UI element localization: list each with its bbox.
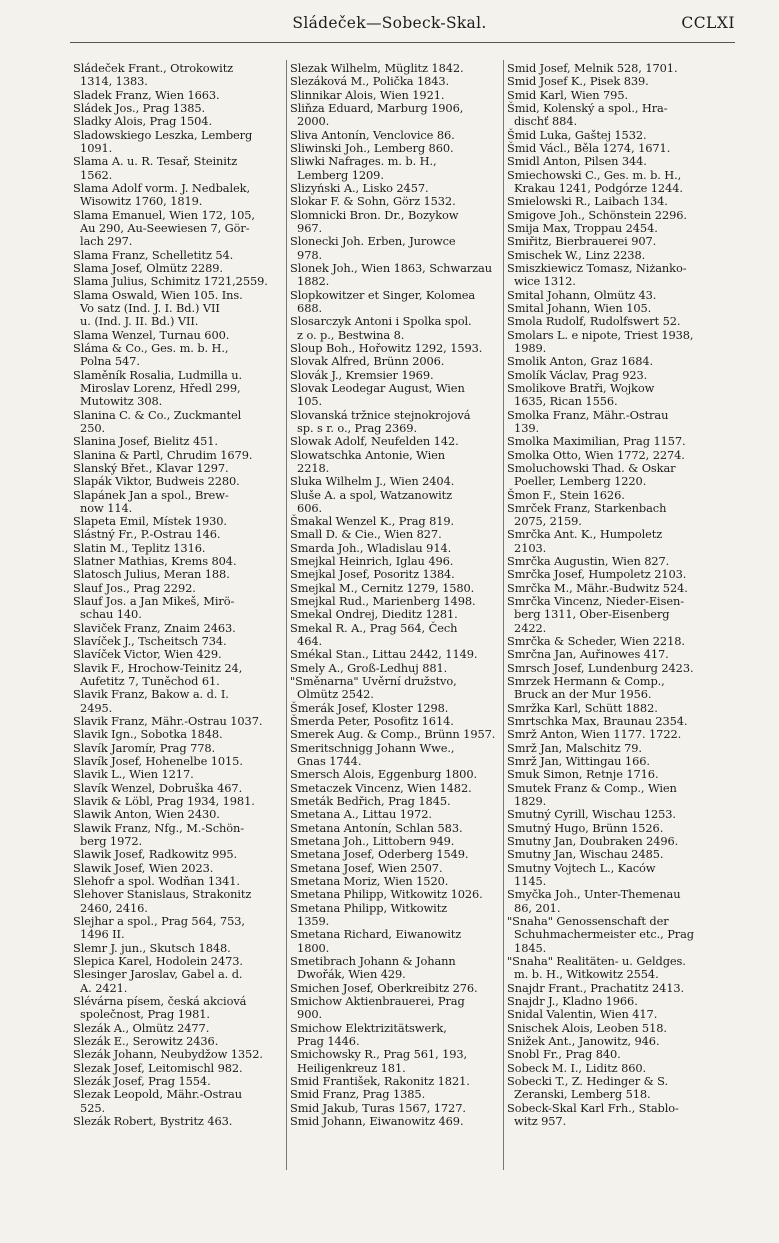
directory-entry-line: Gnas 1744.: [290, 754, 362, 769]
directory-entry-line: Miroslav Lorenz, Hředl 299,: [73, 380, 241, 395]
directory-entry-line: Slama Josef, Olmütz 2289.: [73, 260, 223, 275]
directory-entry-line: Smejkal M., Cernitz 1279, 1580.: [290, 580, 475, 595]
directory-entry-line: Smutek Franz & Comp., Wien: [507, 780, 677, 795]
directory-entry-line: 2075, 2159.: [507, 514, 582, 529]
directory-entry-line: Slanský Břet., Klavar 1297.: [73, 460, 229, 475]
directory-entry-line: Sliva Antonín, Venclovice 86.: [290, 127, 455, 142]
directory-entry-line: Smichowsky R., Prag 561, 193,: [290, 1047, 468, 1062]
directory-entry-line: Smejkal Heinrich, Iglau 496.: [290, 554, 454, 569]
directory-entry-line: Slosarczyk Antoni i Spolka spol.: [290, 314, 472, 329]
directory-entry-line: Smetaczek Vincenz, Wien 1482.: [290, 780, 472, 795]
directory-entry-line: Slavik Ign., Sobotka 1848.: [73, 727, 223, 742]
directory-entry-line: Smutny Jan, Wischau 2485.: [507, 847, 664, 862]
directory-entry-line: Sládek Jos., Prag 1385.: [73, 100, 206, 115]
directory-entry-line: Snižek Ant., Janowitz, 946.: [507, 1033, 660, 1048]
directory-entry-line: Slatosch Julius, Meran 188.: [73, 567, 230, 582]
directory-entry-line: Slévárna písem, česká akciová: [73, 993, 247, 1008]
directory-entry-line: Smrčna Jan, Auřinowes 417.: [507, 647, 669, 662]
column-divider: [503, 60, 504, 1170]
directory-entry-line: Smid Jakub, Turas 1567, 1727.: [290, 1100, 466, 1115]
directory-entry-line: Smetana Josef, Oderberg 1549.: [290, 847, 469, 862]
directory-entry-line: Smital Johann, Olmütz 43.: [507, 287, 657, 302]
directory-entry-line: u. (Ind. J. II. Bd.) VII.: [73, 314, 199, 329]
directory-entry-line: Sloup Boh., Hořowitz 1292, 1593.: [290, 340, 483, 355]
directory-entry-line: Slavik & Löbl, Prag 1934, 1981.: [73, 794, 255, 809]
directory-entry-line: Slástný Fr., P.-Ostrau 146.: [73, 527, 221, 542]
directory-entry-line: 2460, 2416.: [73, 900, 148, 915]
directory-entry-line: berg 1311, Ober-Eisenberg: [507, 607, 670, 622]
directory-entry-line: 2218.: [290, 460, 330, 475]
directory-entry-line: Polna 547.: [73, 354, 140, 369]
directory-entry-line: Snischek Alois, Leoben 518.: [507, 1020, 667, 1035]
directory-entry-line: Small D. & Cie., Wien 827.: [290, 527, 442, 542]
directory-entry-line: Slezak Josef, Leitomischl 982.: [73, 1060, 243, 1075]
directory-entry-line: Slovák J., Kremsier 1969.: [290, 367, 434, 382]
directory-entry-line: 250.: [73, 420, 106, 435]
directory-entry-line: Slemr J. jun., Skutsch 1848.: [73, 940, 231, 955]
directory-entry-line: Sladky Alois, Prag 1504.: [73, 114, 212, 129]
directory-entry-line: "Snaha" Genossenschaft der: [507, 914, 669, 928]
directory-entry-line: 1829.: [507, 794, 547, 809]
directory-entry-line: Smrčka Ant. K., Humpoletz: [507, 527, 663, 542]
directory-entry-line: Smrž Anton, Wien 1177. 1722.: [507, 727, 682, 742]
directory-entry-line: Slovak Alfred, Brünn 2006.: [290, 354, 445, 369]
directory-entry-line: Šmid Václ., Běla 1274, 1671.: [507, 140, 671, 155]
directory-entry-line: 900.: [290, 1007, 323, 1022]
directory-entry-line: "Snaha" Realitäten- u. Geldges.: [507, 953, 686, 968]
directory-entry-line: 2422.: [507, 620, 547, 635]
directory-entry-line: Slehofr a spol. Wodňan 1341.: [73, 874, 240, 889]
directory-entry-line: Slovak Leodegar August, Wien: [290, 380, 465, 395]
directory-entry-line: Sladek Franz, Wien 1663.: [73, 87, 220, 102]
directory-entry-line: Smutný Hugo, Brünn 1526.: [507, 820, 664, 835]
directory-entry-line: Sládeček Frant., Otrokowitz: [73, 61, 234, 75]
directory-entry-line: Smrzek Hermann & Comp.,: [507, 674, 665, 689]
directory-entry-line: Smielowski R., Laibach 134.: [507, 194, 668, 209]
directory-entry-line: Smekal R. A., Prag 564, Čech: [290, 620, 458, 635]
directory-entry-line: Smola Rudolf, Rudolfswert 52.: [507, 314, 681, 329]
directory-entry-line: Smrtschka Max, Braunau 2354.: [507, 714, 688, 729]
directory-entry-line: Slama Julius, Schimitz 1721,2559.: [73, 274, 268, 289]
directory-entry-line: Zeranski, Lemberg 518.: [507, 1087, 651, 1102]
directory-entry-line: Sluše A. a spol, Watzanowitz: [290, 487, 452, 502]
directory-entry-line: Slama Emanuel, Wien 172, 105,: [73, 207, 255, 222]
directory-entry-line: Sluka Wilhelm J., Wien 2404.: [290, 474, 455, 489]
directory-entry-line: 2000.: [290, 114, 330, 129]
directory-entry-line: Smyčka Joh., Unter-Themenau: [507, 887, 681, 902]
directory-entry-line: schau 140.: [73, 607, 142, 622]
column-2: [290, 62, 500, 1128]
directory-entry-line: Smetana A., Littau 1972.: [290, 807, 432, 822]
column-divider: [286, 60, 287, 1170]
directory-entry-line: Slanina & Partl, Chrudim 1679.: [73, 447, 253, 462]
directory-entry-line: Smolars L. e nipote, Triest 1938,: [507, 327, 694, 342]
directory-entry-line: Slaviček Franz, Znaim 2463.: [73, 620, 236, 635]
directory-entry-line: Wisowitz 1760, 1819.: [73, 194, 203, 209]
directory-entry-line: Slesinger Jaroslav, Gabel a. d.: [73, 967, 243, 982]
directory-entry-line: Aufetitz 7, Tuněchod 61.: [73, 674, 220, 689]
directory-entry-line: Smekal Ondrej, Dieditz 1281.: [290, 607, 458, 622]
directory-entry-line: Smrček Franz, Starkenbach: [507, 500, 667, 515]
column-1: [73, 62, 283, 1128]
directory-entry-line: Sobecki T., Z. Hedinger & S.: [507, 1073, 668, 1088]
directory-entry-line: Snajdr Frant., Prachatitz 2413.: [507, 980, 685, 995]
directory-entry-line: Slezák Robert, Bystritz 463.: [73, 1113, 233, 1128]
directory-entry-line: Smuk Simon, Retnje 1716.: [507, 767, 659, 782]
directory-entry-line: Smiřitz, Bierbrauerei 907.: [507, 234, 657, 249]
directory-entry-line: Smid Franz, Prag 1385.: [290, 1087, 426, 1102]
directory-entry-line: Schuhmachermeister etc., Prag: [507, 927, 694, 942]
directory-entry-line: Slavíček Victor, Wien 429.: [73, 647, 222, 662]
directory-entry-line: Bruck an der Mur 1956.: [507, 687, 652, 702]
directory-entry-line: Slowatschka Antonie, Wien: [290, 447, 445, 462]
directory-entry-line: Smrčka & Scheder, Wien 2218.: [507, 634, 685, 649]
directory-entry-line: Smrž Jan, Malschitz 79.: [507, 740, 642, 755]
directory-entry-line: Slinnikar Alois, Wien 1921.: [290, 87, 445, 102]
directory-entry-line: Šmid Luka, Gaštej 1532.: [507, 127, 647, 142]
directory-entry-line: 2495.: [73, 700, 113, 715]
directory-entry-line: Smejkal Rud., Marienberg 1498.: [290, 594, 476, 609]
directory-entry-line: Slejhar a spol., Prag 564, 753,: [73, 914, 245, 928]
directory-entry-line: Smichen Josef, Oberkreibitz 276.: [290, 980, 478, 995]
directory-entry-line: Slanina C. & Co., Zuckmantel: [73, 407, 242, 422]
directory-entry-line: Smidl Anton, Pilsen 344.: [507, 154, 647, 169]
directory-entry-line: Smejkal Josef, Posoritz 1384.: [290, 567, 455, 582]
directory-entry-line: Slapák Viktor, Budweis 2280.: [73, 474, 240, 489]
directory-entry-line: Au 290, Au-Seewiesen 7, Gör-: [73, 220, 250, 235]
directory-entry-line: Snajdr J., Kladno 1966.: [507, 993, 638, 1008]
directory-entry-line: Sláma & Co., Ges. m. b. H.,: [73, 340, 229, 355]
directory-entry-line: 105.: [290, 394, 323, 409]
header-rule: [70, 42, 735, 43]
directory-entry-line: Slezak Wilhelm, Müglitz 1842.: [290, 61, 464, 75]
directory-entry-line: lach 297.: [73, 234, 133, 249]
directory-entry-line: Slepica Karel, Hodolein 2473.: [73, 953, 243, 968]
directory-entry-line: Slavik L., Wien 1217.: [73, 767, 194, 782]
directory-entry-line: Slatin M., Teplitz 1316.: [73, 540, 206, 555]
directory-entry-line: Smékal Stan., Littau 2442, 1149.: [290, 647, 478, 662]
directory-entry-line: Smid Josef K., Pisek 839.: [507, 74, 649, 89]
directory-entry-line: Slonek Joh., Wien 1863, Schwarzau: [290, 260, 492, 275]
directory-entry-line: 1989.: [507, 340, 547, 355]
directory-entry-line: Smital Johann, Wien 105.: [507, 300, 652, 315]
directory-entry-line: Smolik Anton, Graz 1684.: [507, 354, 654, 369]
directory-entry-line: Slezák Johann, Neubydžow 1352.: [73, 1047, 263, 1062]
directory-entry-line: Slehover Stanislaus, Strakonitz: [73, 887, 252, 902]
directory-entry-line: Smetana Antonín, Schlan 583.: [290, 820, 463, 835]
directory-entry-line: Slezáková M., Polička 1843.: [290, 74, 450, 89]
directory-entry-line: Slawik Franz, Nfg., M.-Schön-: [73, 820, 245, 835]
directory-entry-line: Snobl Fr., Prag 840.: [507, 1047, 621, 1062]
directory-entry-line: 967.: [290, 220, 323, 235]
directory-entry-line: Smely A., Groß-Ledhuj 881.: [290, 660, 448, 675]
directory-entry-line: Lemberg 1209.: [290, 167, 384, 182]
directory-entry-line: Smetana Richard, Eiwanowitz: [290, 927, 462, 942]
directory-entry-line: Slonecki Joh. Erben, Jurowce: [290, 234, 456, 249]
directory-entry-line: Smija Max, Troppau 2454.: [507, 220, 658, 235]
directory-entry-line: Slauf Jos., Prag 2292.: [73, 580, 196, 595]
directory-entry-line: 688.: [290, 300, 323, 315]
directory-entry-line: Smolikove Bratři, Wojkow: [507, 380, 655, 395]
directory-entry-line: Smerek Aug. & Comp., Brünn 1957.: [290, 727, 496, 742]
directory-entry-line: Smrž Jan, Wittingau 166.: [507, 754, 650, 769]
directory-entry-line: Slawik Josef, Radkowitz 995.: [73, 847, 238, 862]
directory-entry-line: 1845.: [507, 940, 547, 955]
directory-entry-line: z o. p., Bestwina 8.: [290, 327, 405, 342]
directory-entry-line: Smetana Philipp, Witkowitz: [290, 900, 448, 915]
directory-entry-line: Smrčka Vincenz, Nieder-Eisen-: [507, 594, 684, 609]
directory-entry-line: 1496 II.: [73, 927, 125, 942]
directory-entry-line: dischť 884.: [507, 114, 577, 129]
directory-entry-line: Smutny Vojtech L., Kaców: [507, 860, 656, 875]
directory-entry-line: Sliňza Eduard, Marburg 1906,: [290, 100, 464, 115]
directory-entry-line: Smeritschnigg Johann Wwe.,: [290, 740, 455, 755]
directory-entry-line: Smid Karl, Wien 795.: [507, 87, 628, 102]
directory-entry-line: Slavik F., Hrochow-Teinitz 24,: [73, 660, 243, 675]
directory-entry-line: 1800.: [290, 940, 330, 955]
directory-entry-line: Slezak Leopold, Mähr.-Ostrau: [73, 1087, 242, 1102]
directory-entry-line: Slowak Adolf, Neufelden 142.: [290, 434, 459, 449]
directory-entry-line: Smid Johann, Eiwanowitz 469.: [290, 1113, 464, 1128]
directory-entry-line: Slezák E., Serowitz 2436.: [73, 1033, 219, 1048]
directory-entry-line: Sliwki Nafrages. m. b. H.,: [290, 154, 437, 169]
directory-entry-line: 978.: [290, 247, 323, 262]
directory-entry-line: Šmakal Wenzel K., Prag 819.: [290, 514, 455, 529]
directory-entry-line: Smržka Karl, Schütt 1882.: [507, 700, 658, 715]
directory-entry-line: Smoluchowski Thad. & Oskar: [507, 460, 676, 475]
directory-entry-line: 1314, 1383.: [73, 74, 148, 89]
directory-entry-line: Snidal Valentin, Wien 417.: [507, 1007, 658, 1022]
directory-entry-line: A. 2421.: [73, 980, 128, 995]
directory-entry-line: Smrčka Augustin, Wien 827.: [507, 554, 670, 569]
directory-entry-line: 2103.: [507, 540, 547, 555]
directory-entry-line: Slama Franz, Schelletitz 54.: [73, 247, 234, 262]
directory-entry-line: Slama Wenzel, Turnau 600.: [73, 327, 230, 342]
directory-entry-line: Slanina Josef, Bielitz 451.: [73, 434, 218, 449]
directory-entry-line: Slaměník Rosalia, Ludmilla u.: [73, 367, 243, 382]
directory-entry-line: Slawik Anton, Wien 2430.: [73, 807, 220, 822]
directory-entry-line: "Směnarna" Uvěrní družstvo,: [290, 674, 457, 689]
directory-entry-line: Smutny Jan, Doubraken 2496.: [507, 834, 679, 849]
directory-entry-line: společnost, Prag 1981.: [73, 1007, 210, 1022]
directory-entry-line: Šmon F., Stein 1626.: [507, 487, 625, 502]
directory-entry-line: 1091.: [73, 140, 113, 155]
directory-entry-line: Slavíček J., Tscheitsch 734.: [73, 634, 227, 649]
directory-entry-line: Slavík Wenzel, Dobruška 467.: [73, 780, 243, 795]
directory-entry-line: Smrčka Josef, Humpoletz 2103.: [507, 567, 687, 582]
directory-entry-line: Sobeck-Skal Karl Frh., Stablo-: [507, 1100, 679, 1115]
directory-entry-line: Smolík Václav, Prag 923.: [507, 367, 648, 382]
directory-entry-line: Smolka Franz, Mähr.-Ostrau: [507, 407, 669, 422]
directory-entry-line: Slezák A., Olmütz 2477.: [73, 1020, 210, 1035]
directory-entry-line: Smid František, Rakonitz 1821.: [290, 1073, 470, 1088]
directory-entry-line: 606.: [290, 500, 323, 515]
directory-entry-line: Smetana Moriz, Wien 1520.: [290, 874, 449, 889]
directory-entry-line: Smetana Josef, Wien 2507.: [290, 860, 443, 875]
directory-entry-line: Smarda Joh., Wladislau 914.: [290, 540, 452, 555]
directory-entry-line: Smersch Alois, Eggenburg 1800.: [290, 767, 477, 782]
directory-entry-line: 464.: [290, 634, 323, 649]
directory-entry-line: Slavík Josef, Hohenelbe 1015.: [73, 754, 243, 769]
directory-entry-line: Olmütz 2542.: [290, 687, 374, 702]
directory-entry-line: Heiligenkreuz 181.: [290, 1060, 406, 1075]
directory-entry-line: Slavik Franz, Mähr.-Ostrau 1037.: [73, 714, 263, 729]
directory-entry-line: Smiszkiewicz Tomasz, Niżanko-: [507, 260, 687, 275]
directory-entry-line: Slauf Jos. a Jan Mikeš, Mirö-: [73, 594, 235, 609]
directory-entry-line: Šmerda Peter, Posofitz 1614.: [290, 714, 454, 729]
directory-entry-line: Slama A. u. R. Tesař, Steinitz: [73, 154, 238, 169]
directory-entry-line: Smrčka M., Mähr.-Budwitz 524.: [507, 580, 688, 595]
directory-entry-line: Smetibrach Johann & Johann: [290, 953, 456, 968]
directory-entry-line: 1635, Rican 1556.: [507, 394, 618, 409]
directory-entry-line: 1882.: [290, 274, 330, 289]
directory-entry-line: Smutný Cyrill, Wischau 1253.: [507, 807, 676, 822]
directory-entry-line: Smetana Joh., Littobern 949.: [290, 834, 455, 849]
directory-entry-line: now 114.: [73, 500, 133, 515]
directory-entry-line: Slokar F. & Sohn, Görz 1532.: [290, 194, 456, 209]
page-title: Sládeček—Sobeck-Skal.: [292, 14, 487, 32]
directory-entry-line: Mutowitz 308.: [73, 394, 163, 409]
directory-entry-line: Sladowskiego Leszka, Lemberg: [73, 127, 253, 142]
directory-entry-line: Slapeta Emil, Místek 1930.: [73, 514, 227, 529]
directory-entry-line: 1562.: [73, 167, 113, 182]
directory-entry-line: sp. s r. o., Prag 2369.: [290, 420, 417, 435]
directory-entry-line: m. b. H., Witkowitz 2554.: [507, 967, 659, 982]
directory-entry-line: Slovanská tržnice stejnokrojová: [290, 407, 471, 422]
directory-entry-line: 139.: [507, 420, 540, 435]
directory-entry-line: Smichow Elektrizitätswerk,: [290, 1020, 447, 1035]
column-3: [507, 62, 735, 1128]
page-number: CCLXI: [681, 14, 735, 32]
directory-entry-line: Krakau 1241, Podgórze 1244.: [507, 180, 683, 195]
directory-entry-line: Slizyński A., Lisko 2457.: [290, 180, 429, 195]
directory-entry-line: Slavík Jaromír, Prag 778.: [73, 740, 216, 755]
directory-entry-line: 1145.: [507, 874, 547, 889]
directory-entry-line: 525.: [73, 1100, 106, 1115]
directory-entry-line: Sobeck M. I., Liditz 860.: [507, 1060, 647, 1075]
directory-entry-line: 1359.: [290, 914, 330, 928]
directory-entry-line: witz 957.: [507, 1113, 567, 1128]
directory-entry-line: Smetana Philipp, Witkowitz 1026.: [290, 887, 483, 902]
directory-entry-line: Smeták Bedřich, Prag 1845.: [290, 794, 451, 809]
directory-entry-line: Smrsch Josef, Lundenburg 2423.: [507, 660, 694, 675]
directory-entry-line: Smolka Maximilian, Prag 1157.: [507, 434, 686, 449]
directory-entry-line: Sliwinski Joh., Lemberg 860.: [290, 140, 454, 155]
directory-entry-line: Šmid, Kolenský a spol., Hra-: [507, 100, 668, 115]
directory-entry-line: Slama Oswald, Wien 105. Ins.: [73, 287, 243, 302]
directory-entry-line: Smichow Aktienbrauerei, Prag: [290, 993, 465, 1008]
directory-entry-line: Slama Adolf vorm. J. Nedbalek,: [73, 180, 250, 195]
directory-entry-line: Dwořák, Wien 429.: [290, 967, 406, 982]
directory-entry-line: Šmerák Josef, Kloster 1298.: [290, 700, 449, 715]
directory-entry-line: Smischek W., Linz 2238.: [507, 247, 646, 262]
directory-entry-line: Slatner Mathias, Krems 804.: [73, 554, 237, 569]
directory-entry-line: Smid Josef, Melnik 528, 1701.: [507, 61, 678, 75]
directory-entry-line: Slezák Josef, Prag 1554.: [73, 1073, 211, 1088]
directory-entry-line: Slavik Franz, Bakow a. d. I.: [73, 687, 229, 702]
directory-entry-line: Slomnicki Bron. Dr., Bozykow: [290, 207, 459, 222]
directory-entry-line: Slapánek Jan a spol., Brew-: [73, 487, 229, 502]
directory-entry-line: Prag 1446.: [290, 1033, 360, 1048]
directory-entry-line: Smiechowski C., Ges. m. b. H.,: [507, 167, 682, 182]
directory-entry-line: Smigove Joh., Schönstein 2296.: [507, 207, 687, 222]
directory-entry-line: Poeller, Lemberg 1220.: [507, 474, 647, 489]
directory-entry-line: Smolka Otto, Wien 1772, 2274.: [507, 447, 685, 462]
directory-entry-line: Slawik Josef, Wien 2023.: [73, 860, 214, 875]
directory-entry-line: wice 1312.: [507, 274, 576, 289]
directory-entry-line: berg 1972.: [73, 834, 143, 849]
directory-entry-line: Slopkowitzer et Singer, Kolomea: [290, 287, 476, 302]
directory-entry-line: Vo satz (Ind. J. I. Bd.) VII: [73, 300, 220, 315]
directory-entry-line: 86, 201.: [507, 900, 561, 915]
